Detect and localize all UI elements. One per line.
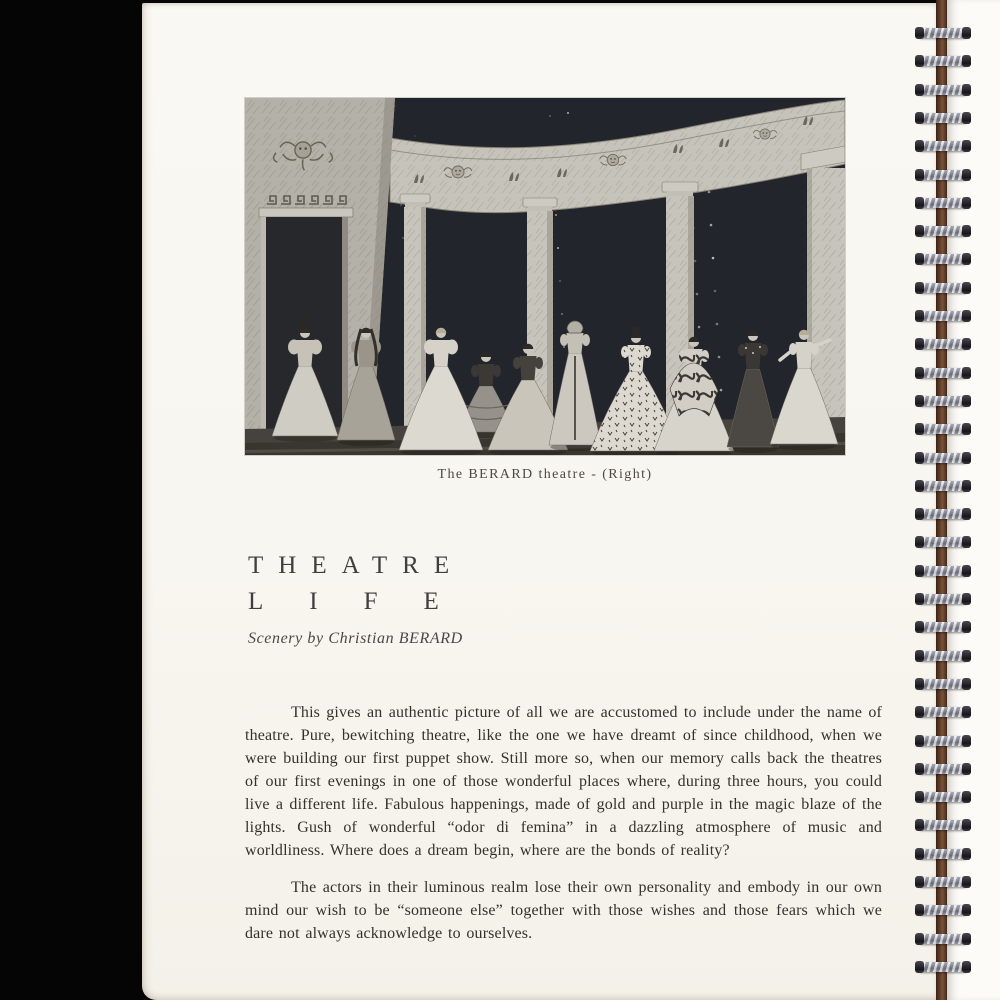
title-line-2: LIFE [248,588,485,615]
binding-coil [917,651,969,661]
binding-coil [917,509,969,519]
paragraph: This gives an authentic picture of all we are accustomed to include under the name of theatre. Pure, bewitching theatre, like the one we have dreamt of since childhood, when we were building our first puppet show. Still more so, when our memory calls back the theatres of our first evenings in one of those wonderful places where, during three hours, you could live a different life. Fabulous happenings, made of gold and purple in the magic blaze of the lights. Gush of wonderful “odor di femina” in a dazzling atmosphere of music and worldliness. Where does a dream begin, where are the bonds of reality? [245,704,882,859]
binding-coil [917,764,969,774]
binding-coil [917,424,969,434]
binding-coil [917,481,969,491]
binding-coil [917,707,969,717]
binding-coil [917,56,969,66]
binding-coil [917,736,969,746]
theatre-photo [245,98,845,455]
binding-coil [917,368,969,378]
binding-coil [917,85,969,95]
binding-coil [917,113,969,123]
binding-coil [917,453,969,463]
binding-coil [917,141,969,151]
title-line-1: THEATRE [248,552,465,579]
binding-coil [917,566,969,576]
article-title-block [248,552,485,648]
binding-coil [917,877,969,887]
binding-coil [917,339,969,349]
binding-coil [917,28,969,38]
binding-coil [917,254,969,264]
binding-coil [917,396,969,406]
binding-coil [917,679,969,689]
body-text [245,701,882,945]
binding-coil [917,934,969,944]
binding-coil [917,820,969,830]
paragraph: The actors in their luminous realm lose their own personality and embody in our own mind our wish to be “someone else” together with those wishes and those fears which we dare not always acknowledge to ourselves. [245,879,882,942]
binding-coil [917,792,969,802]
binding-coil [917,283,969,293]
binding-coil [917,537,969,547]
theatre-photo-art [245,98,845,455]
binding-coil [917,849,969,859]
binding-coil [917,170,969,180]
binding-coil [917,905,969,915]
binding-coil [917,622,969,632]
binding-coil [917,594,969,604]
binding-coil [917,198,969,208]
binding-coil [917,311,969,321]
photo-caption: The BERARD theatre - (Right) [437,467,653,482]
binding-coil [917,226,969,236]
byline: Scenery by Christian BERARD [248,630,463,647]
binding-coil [917,962,969,972]
